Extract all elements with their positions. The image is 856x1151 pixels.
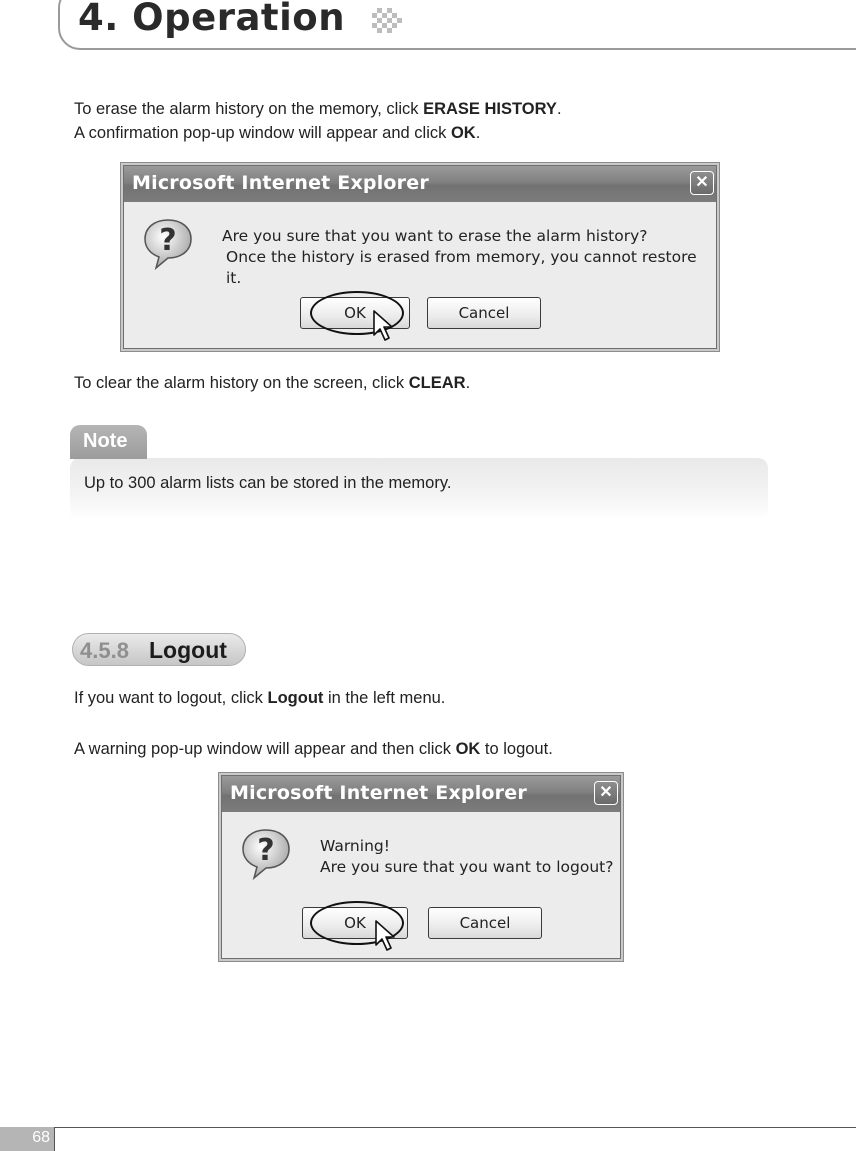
dialog-message (222, 226, 716, 289)
chapter-title: 4. Operation (78, 0, 346, 39)
dialog-title: Microsoft Internet Explorer (230, 782, 527, 804)
dialog-message-line-2: Are you sure that you want to logout? (320, 858, 614, 876)
logout-instruction-line-2: A warning pop-up window will appear and then click OK to logout. (74, 740, 553, 758)
checker-decoration-icon (368, 6, 402, 34)
ok-button[interactable]: OK (300, 297, 410, 329)
question-icon (238, 826, 294, 882)
note-text: Up to 300 alarm lists can be stored in the memory. (84, 474, 452, 492)
mouse-cursor-icon (372, 309, 396, 343)
clear-term: CLEAR (408, 374, 466, 392)
close-button[interactable]: ✕ (690, 171, 714, 195)
dialog-titlebar (124, 166, 716, 202)
note-label: Note (83, 430, 128, 452)
ok-term: OK (455, 740, 481, 758)
erase-instruction-line-2: A confirmation pop-up window will appear and click OK. (74, 124, 481, 142)
cancel-button[interactable]: Cancel (427, 297, 541, 329)
ok-button[interactable]: OK (302, 907, 408, 939)
dialog-message-line-1: Are you sure that you want to erase the alarm history? (222, 227, 648, 245)
erase-history-term: ERASE HISTORY (423, 100, 557, 118)
logout-term: Logout (267, 689, 324, 707)
erase-instructions (74, 97, 774, 145)
logout-instruction-line-1: If you want to logout, click Logout in the left menu. (74, 689, 446, 707)
section-title: Logout (149, 637, 227, 663)
dialog-titlebar (222, 776, 620, 812)
erase-history-dialog (120, 162, 720, 352)
ok-term: OK (450, 124, 476, 142)
dialog-frame (123, 165, 717, 349)
page-number: 68 (32, 1129, 50, 1146)
dialog-title: Microsoft Internet Explorer (132, 172, 429, 194)
logout-dialog (218, 772, 624, 962)
footer-rule (54, 1127, 856, 1151)
dialog-message-line-1: Warning! (320, 837, 390, 855)
close-button[interactable]: ✕ (594, 781, 618, 805)
clear-instruction: To clear the alarm history on the screen, click CLEAR. (74, 374, 471, 392)
erase-instruction-line-1: To erase the alarm history on the memory, click ERASE HISTORY. (74, 100, 562, 118)
cancel-button[interactable]: Cancel (428, 907, 542, 939)
dialog-message-line-2: Once the history is erased from memory, you cannot restore it. (226, 248, 697, 287)
dialog-frame (221, 775, 621, 959)
dialog-message (320, 836, 613, 878)
question-icon (140, 216, 196, 272)
svg-text:?: ? (159, 223, 177, 258)
svg-text:?: ? (257, 833, 275, 868)
mouse-cursor-icon (374, 919, 398, 953)
section-number: 4.5.8 (80, 638, 129, 663)
